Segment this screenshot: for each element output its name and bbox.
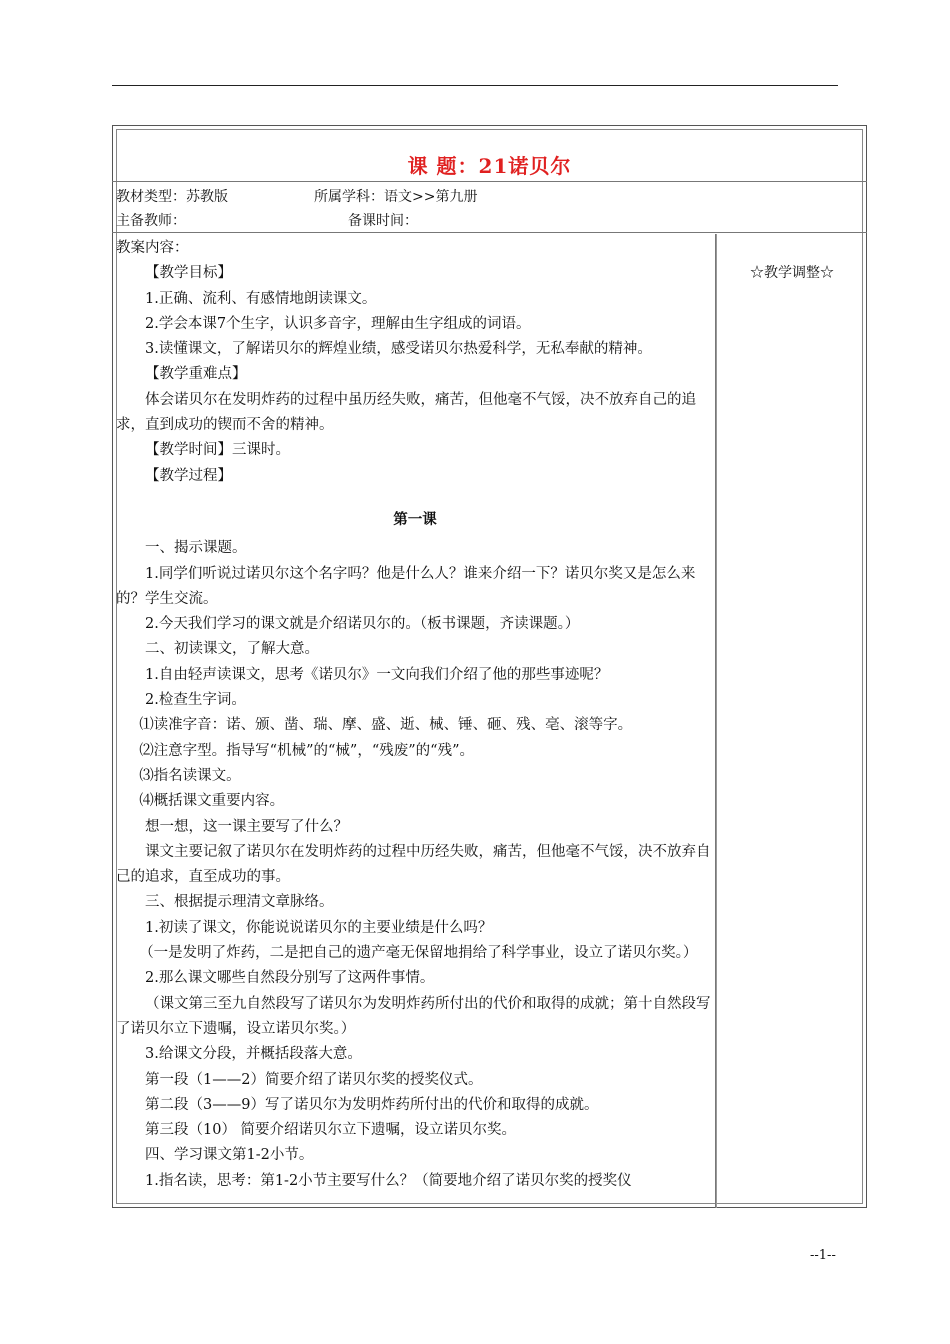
page-number: --1-- — [810, 1248, 836, 1263]
section-heading: 三、根据提示理清文章脉络。 — [145, 894, 334, 911]
lesson-title: 课 题：21诺贝尔 — [407, 154, 572, 178]
goal-item: 2.学会本课7个生字，认识多音字，理解由生字组成的词语。 — [145, 315, 531, 332]
lesson-heading: 第一课 — [393, 510, 437, 528]
header-rule — [112, 85, 838, 86]
paragraph: ⑷概括课文重要内容。 — [139, 793, 285, 810]
paragraph: 第三段（10） 简要介绍诺贝尔立下遗嘱，设立诺贝尔奖。 — [145, 1122, 517, 1139]
paragraph: ⑶指名读课文。 — [139, 767, 241, 784]
paragraph: ⑴读准字音：诺、颁、凿、瑞、摩、盛、逝、械、锤、砸、残、亳、滚等字。 — [139, 717, 633, 734]
teaching-time: 【教学时间】三课时。 — [145, 442, 290, 459]
paragraph: 想一想，这一课主要写了什么？ — [145, 818, 348, 835]
paragraph: 2.检查生字词。 — [145, 692, 246, 709]
process-title: 【教学过程】 — [145, 467, 232, 484]
paragraph: 3.给课文分段，并概括段落大意。 — [145, 1046, 362, 1063]
paragraph: 2.今天我们学习的课文就是介绍诺贝尔的。（板书课题，齐读课题。） — [145, 616, 580, 633]
goal-item: 1.正确、流利、有感情地朗读课文。 — [145, 290, 377, 307]
paragraph: 第二段（3——9）写了诺贝尔为发明炸药所付出的代价和取得的成就。 — [145, 1096, 599, 1113]
paragraph: 2.那么课文哪些自然段分别写了这两件事情。 — [145, 970, 435, 987]
lesson-content — [116, 236, 714, 1194]
paragraph: 1.同学们听说过诺贝尔这个名字吗？他是什么人？谁来介绍一下？诺贝尔奖又是怎么来的？学生交流。 — [116, 565, 696, 607]
key-points-text: 体会诺贝尔在发明炸药的过程中虽历经失败，痛苦，但他毫不气馁，决不放弃自己的追求，直到成功的锲而不舍的精神。 — [116, 391, 696, 434]
teacher: 主备教师： — [116, 213, 186, 229]
paragraph: ⑵注意字型。指导写“机械”的“械”，“残废”的“残”。 — [139, 742, 474, 759]
paragraph: 课文主要记叙了诺贝尔在发明炸药的过程中历经失败，痛苦，但他毫不气馁，决不放弃自己的追求，直至成功的事。 — [116, 843, 711, 886]
content-column-border — [716, 234, 720, 1208]
paragraph: 1.指名读，思考：第1-2小节主要写什么？（简要地介绍了诺贝尔奖的授奖仪 — [145, 1172, 632, 1189]
paragraph: （一是发明了炸药，二是把自己的遗产毫无保留地捐给了科学事业，设立了诺贝尔奖。） — [139, 945, 698, 962]
section-heading: 二、初读课文，了解大意。 — [145, 641, 319, 658]
title-divider — [112, 181, 867, 182]
subject: 所属学科：语文>>第九册 — [314, 189, 478, 205]
paragraph: （课文第三至九自然段写了诺贝尔为发明炸药所付出的代价和取得的成就；第十自然段写了诺贝尔立下遗嘱，设立诺贝尔奖。） — [116, 995, 711, 1037]
prep-time: 备课时间： — [348, 213, 418, 229]
key-points-title: 【教学重难点】 — [145, 366, 247, 383]
goal-item: 3.读懂课文，了解诺贝尔的辉煌业绩，感受诺贝尔热爱科学，无私奉献的精神。 — [145, 341, 652, 358]
textbook-type: 教材类型：苏教版 — [116, 189, 228, 205]
paragraph: 1.初读了课文，你能说说诺贝尔的主要业绩是什么吗？ — [145, 919, 493, 936]
teaching-adjustment-label: ☆教学调整☆ — [750, 265, 834, 281]
paragraph: 1.自由轻声读课文，思考《诺贝尔》一文向我们介绍了他的那些事迹呢？ — [145, 666, 609, 683]
section-heading: 一、揭示课题。 — [145, 540, 247, 557]
section-heading: 四、学习课文第1-2小节。 — [145, 1147, 314, 1164]
goal-title: 【教学目标】 — [145, 265, 232, 282]
paragraph: 第一段（1——2）简要介绍了诺贝尔奖的授奖仪式。 — [145, 1071, 483, 1088]
content-heading: 教案内容： — [116, 240, 189, 256]
meta-divider — [112, 232, 867, 233]
